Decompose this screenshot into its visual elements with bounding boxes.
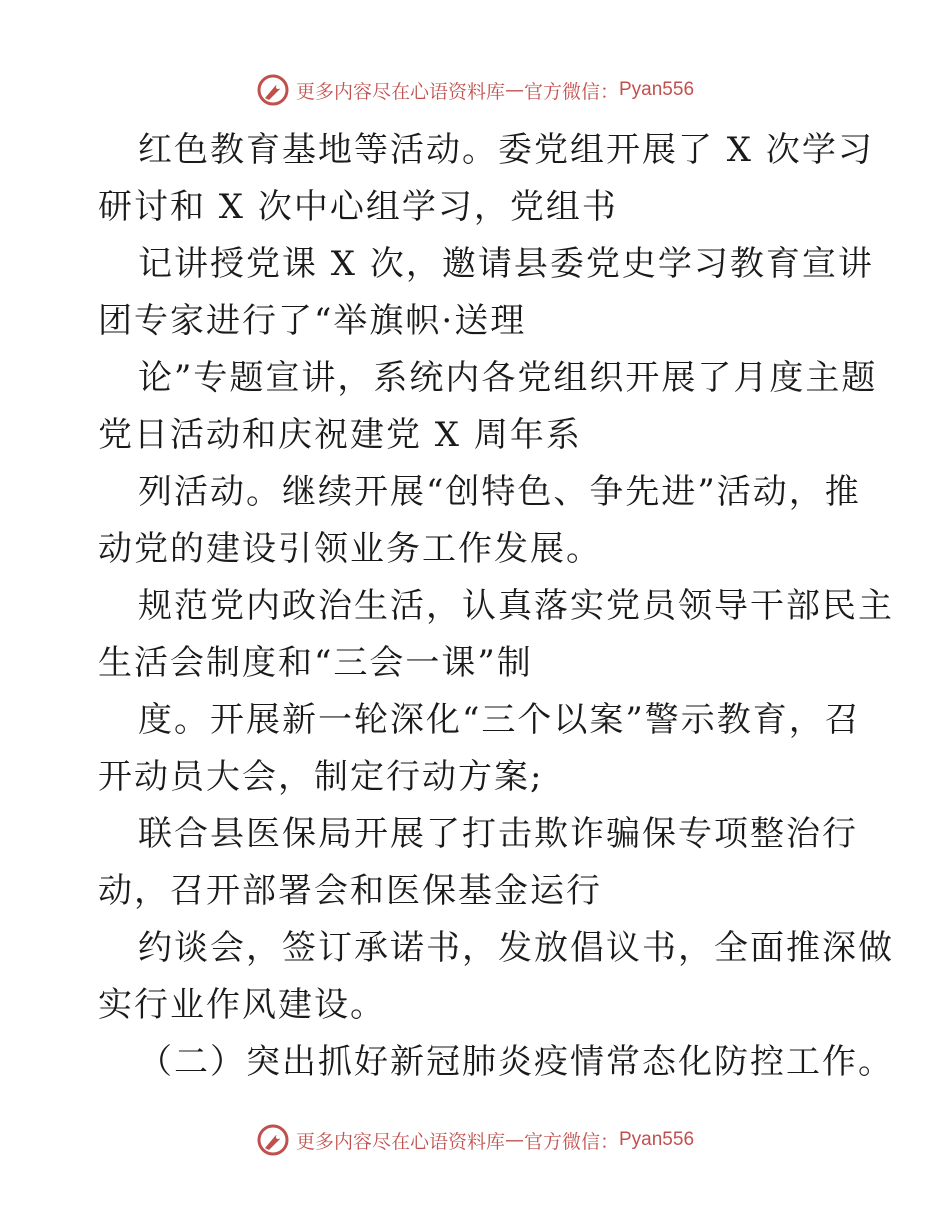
text-line: 党日活动和庆祝建党 X 周年系 [98,415,582,455]
text-line: 论”专题宣讲，系统内各党组织开展了月度主题 [138,358,878,398]
text-line: 动党的建设引领业务工作发展。 [98,529,602,569]
watermark-text: 更多内容尽在心语资料库 [295,80,505,103]
document-body [98,122,894,1091]
watermark-suffix: 官方微信： [523,1130,619,1153]
header-watermark [0,70,950,110]
watermark-separator: — [504,1129,524,1151]
text-line: 记讲授党课 X 次，邀请县委党史学习教育宣讲 [138,244,874,284]
watermark-text: 更多内容尽在心语资料库 [295,1130,505,1153]
watermark-suffix: 官方微信： [523,80,619,103]
text-line: 生活会制度和“三会一课”制 [98,643,533,683]
text-line: 团专家进行了“举旗帜·送理 [98,301,527,341]
text-line: 开动员大会，制定行动方案; [98,757,544,797]
text-line: 红色教育基地等活动。委党组开展了 X 次学习 [138,130,874,170]
pen-nib-icon [256,1123,290,1157]
pen-nib-icon [256,73,290,107]
text-line: 列活动。继续开展“创特色、争先进”活动，推 [138,472,861,512]
watermark-account: Pyan556 [619,1129,695,1150]
watermark-separator: — [504,79,524,101]
footer-watermark [0,1120,950,1160]
watermark-account: Pyan556 [619,79,695,100]
text-line: 实行业作风建设。 [98,985,386,1025]
text-line: 度。开展新一轮深化“三个以案”警示教育，召 [138,700,861,740]
text-line: （二）突出抓好新冠肺炎疫情常态化防控工作。 [138,1042,894,1082]
text-line: 联合县医保局开展了打击欺诈骗保专项整治行 [138,814,858,854]
text-line: 动，召开部署会和医保基金运行 [98,871,602,911]
text-line: 约谈会，签订承诺书，发放倡议书，全面推深做 [138,928,894,968]
text-line: 规范党内政治生活，认真落实党员领导干部民主 [138,586,894,626]
text-line: 研讨和 X 次中心组学习，党组书 [98,187,618,227]
